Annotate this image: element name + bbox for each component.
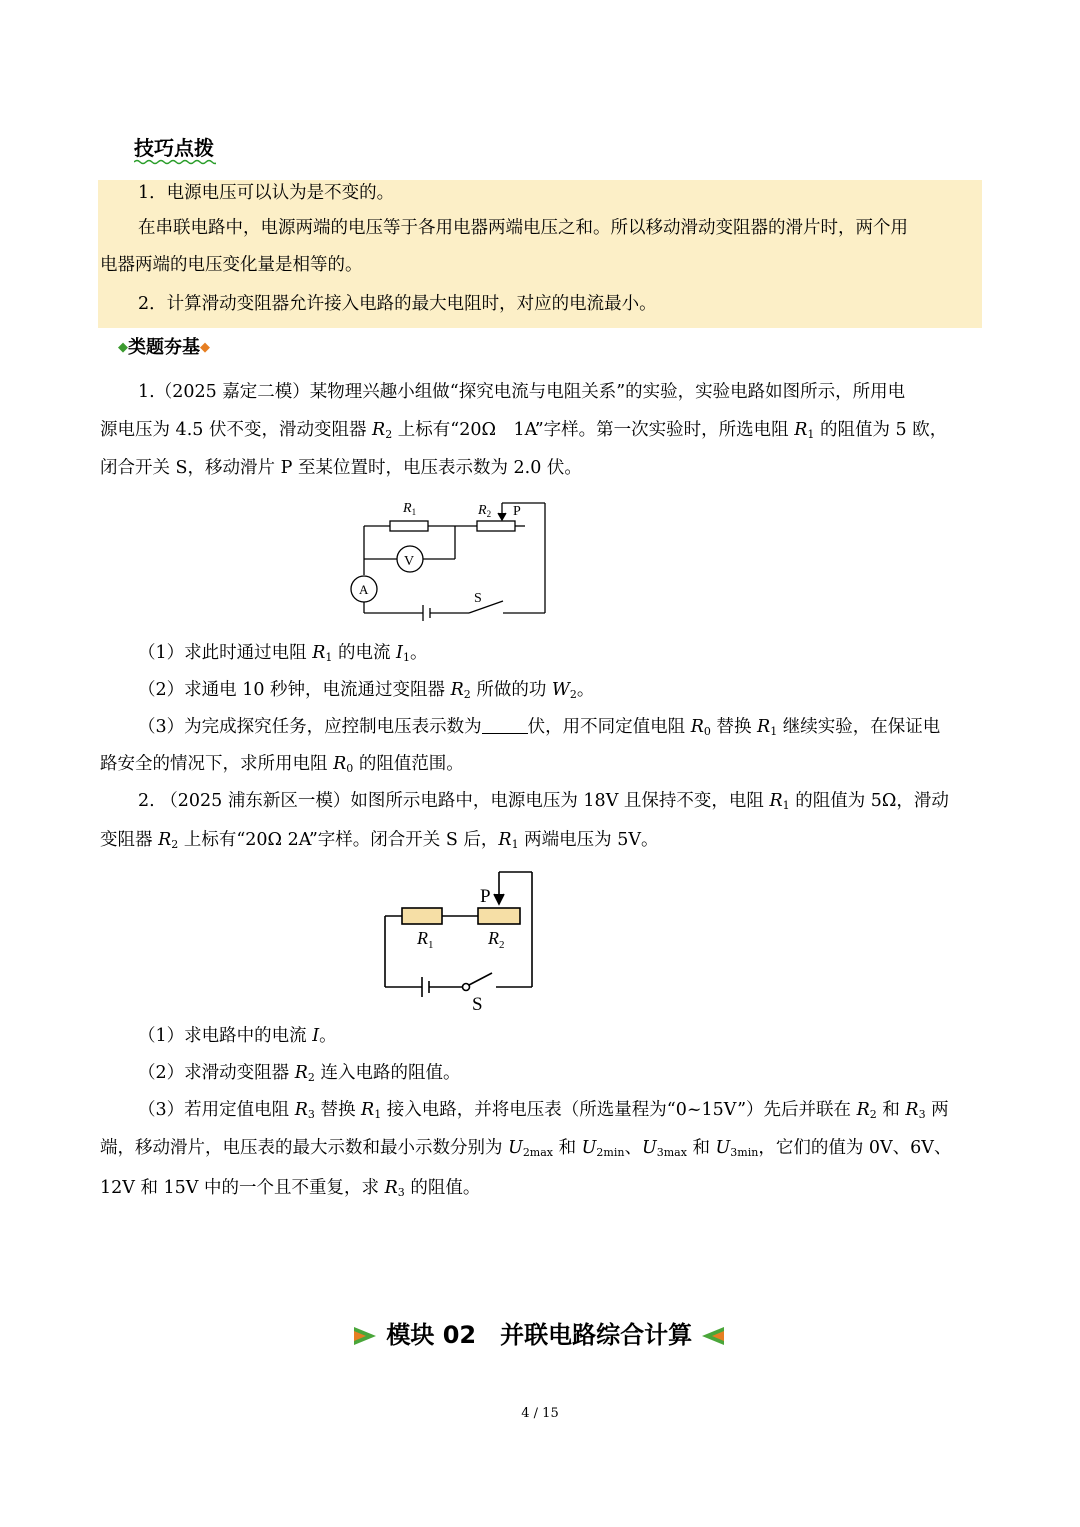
r1-label: $R_1$ [417,928,434,951]
q2-sub-3: （3）若用定值电阻 $R_3$ 替换 $R_1$ 接入电路，并将电压表（所选量程为“0~15V”）先后并联在 $R_2$ 和 $R_3$ 两 [138,1100,949,1121]
r1-label: $R_1$ [403,501,417,517]
triangle-right-icon [354,1327,378,1345]
ammeter-label: A [359,582,369,597]
circuit-diagram-2 [380,866,545,1014]
page-number: 4 / 15 [521,1406,559,1421]
tip-line-1: 1．电源电压可以认为是不变的。 [138,183,395,203]
section-label: 类题夯基 [128,337,200,358]
r2-label: $R_2$ [488,928,505,951]
slider-p-label: P [480,886,491,907]
answer-blank[interactable] [482,717,528,734]
tips-title: 技巧点拨 [134,136,214,160]
diamond-icon: ◆ [200,340,210,355]
circuit-diagram-1 [345,495,555,625]
q1-line-1: 1.（2025 嘉定二模）某物理兴趣小组做“探究电流与电阻关系”的实验，实验电路如图所示，所用电 [138,382,906,402]
q2-sub-3-line-3: 12V 和 15V 中的一个且不重复，求 $R_3$ 的阻值。 [100,1178,481,1199]
diamond-icon: ◆ [118,340,128,355]
q2-sub-2: （2）求滑动变阻器 $R_2$ 连入电路的阻值。 [138,1063,461,1084]
r2-label: $R_2$ [478,503,492,519]
tip-line-2: 在串联电路中，电源两端的电压等于各用电器两端电压之和。所以移动滑动变阻器的滑片时，两个用 [138,218,908,238]
q2-line-2: 变阻器 $R_2$ 上标有“20Ω 2A”字样。闭合开关 S 后，$R_1$ 两端电压为 5V。 [100,830,659,851]
tips-heading [134,132,224,161]
switch-label: S [472,994,483,1014]
slider-p-label: P [513,504,521,519]
q1-sub-2: （2）求通电 10 秒钟，电流通过变阻器 $R_2$ 所做的功 $W_2$。 [138,680,595,701]
q1-sub-3-line-2: 路安全的情况下，求所用电阻 $R_0$ 的阻值范围。 [100,754,464,775]
voltmeter-label: V [404,554,415,569]
section-tag [118,336,210,360]
q1-line-2: 源电压为 4.5 伏不变，滑动变阻器 $R_2$ 上标有“20Ω 1A”字样。第一次实验时，所选电阻 $R_1$ 的阻值为 5 欧， [100,420,948,441]
tip-line-4: 2．计算滑动变阻器允许接入电路的最大电阻时，对应的电流最小。 [138,294,657,314]
q1-sub-3: （3）为完成探究任务，应控制电压表示数为 伏，用不同定值电阻 $R_0$ 替换 $R_1$ 继续实验，在保证电 [138,717,941,738]
q1-line-3: 闭合开关 S，移动滑片 P 至某位置时，电压表示数为 2.0 伏。 [100,458,582,478]
q1-sub-1: （1）求此时通过电阻 $R_1$ 的电流 $I_1$。 [138,643,428,664]
q2-line-1: 2. （2025 浦东新区一模）如图所示电路中，电源电压为 18V 且保持不变，电阻 $R_1$ 的阻值为 5Ω，滑动 [138,791,949,812]
q2-sub-3-line-2: 端，移动滑片，电压表的最大示数和最小示数分别为 $U_{2max}$ 和 $U_{2min}$、$U_{3max}$ 和 $U_{3min}$，它们的值为 0V、6V、 [100,1138,952,1159]
wavy-underline-icon [134,159,216,165]
q2-sub-1: （1）求电路中的电流 I。 [138,1026,337,1046]
triangle-left-icon [700,1327,724,1345]
module-title: 模块 02 并联电路综合计算 [354,1318,724,1352]
switch-label: S [474,591,482,606]
tip-line-3: 电器两端的电压变化量是相等的。 [100,255,363,275]
